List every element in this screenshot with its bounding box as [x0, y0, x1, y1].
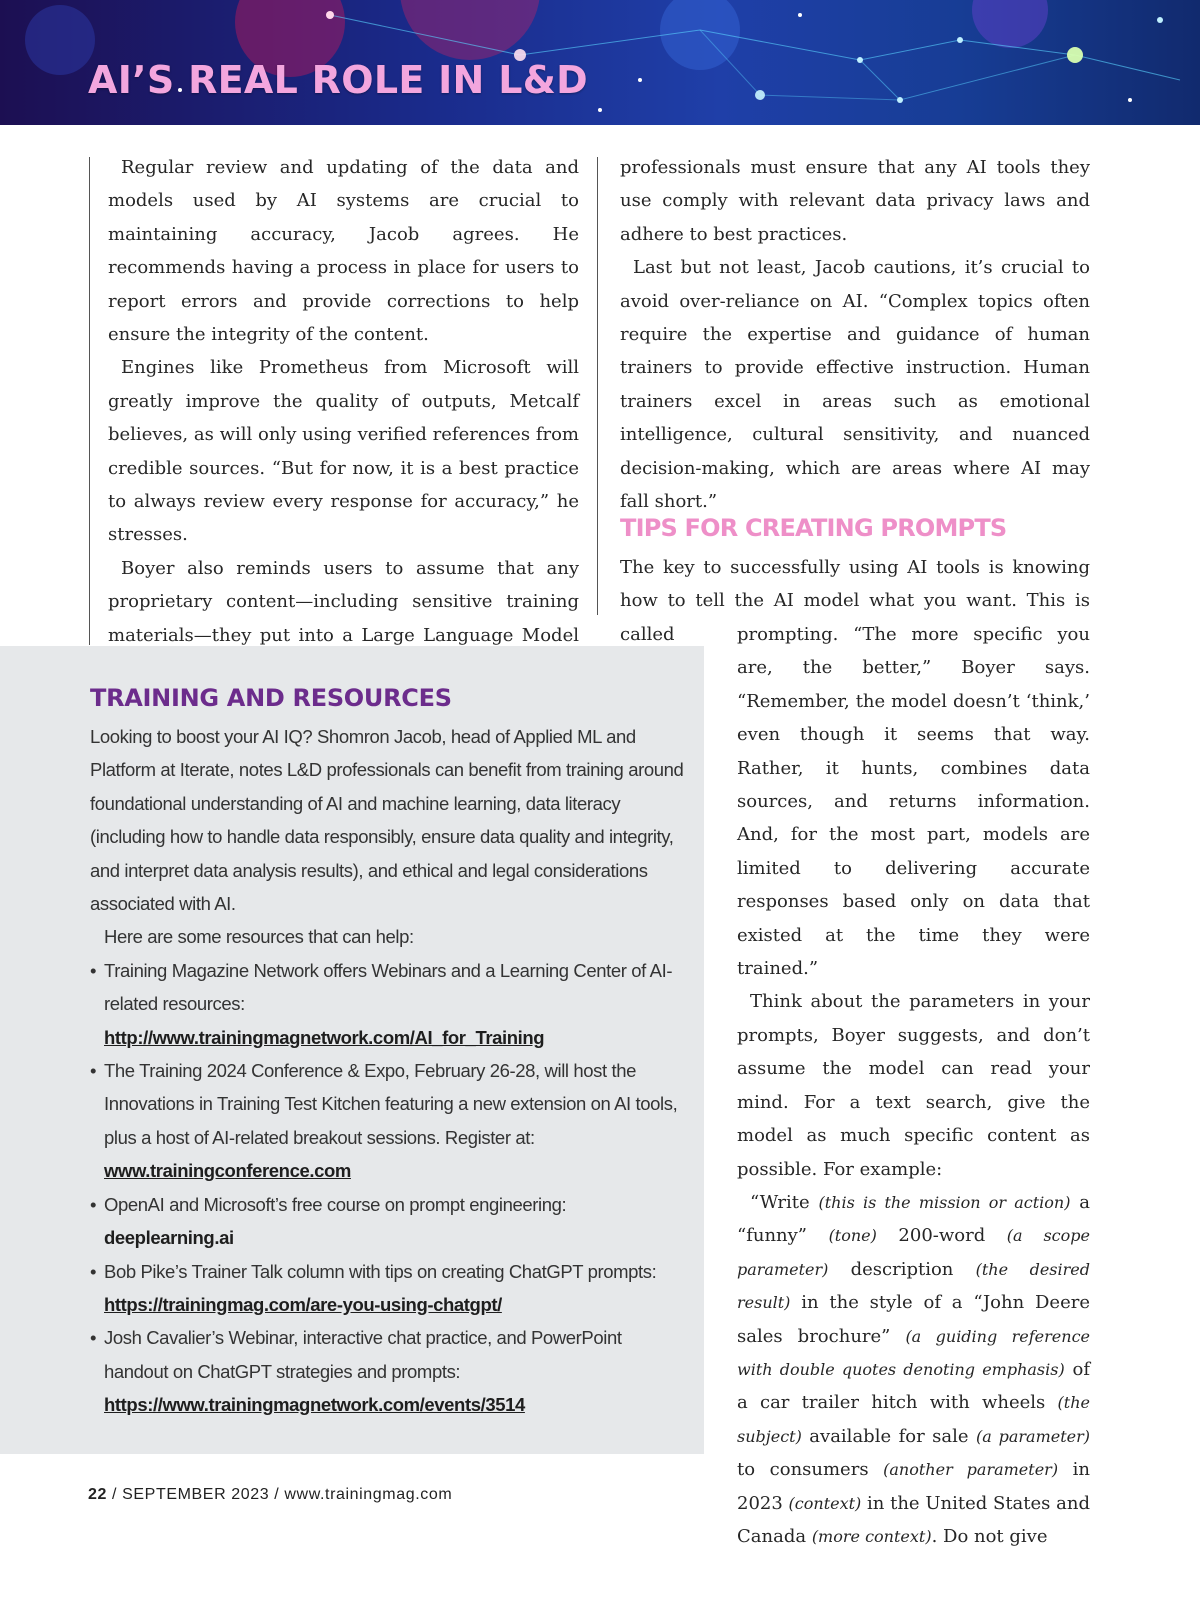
header-banner: [0, 0, 1200, 125]
article-paragraph: Think about the parameters in your prompts, Boyer suggests, and don’t assume the model can read your mind. For a text search, give the model as much specific content as possible. For example:: [737, 991, 1090, 1180]
resource-link[interactable]: https://trainingmag.com/are-you-using-chatgpt/: [104, 1293, 502, 1315]
resource-list: [90, 954, 690, 1422]
resource-item: • Josh Cavalier’s Webinar, interactive chat practice, and PowerPoint handout on ChatGPT strategies and prompts: https://www.trainingmagnetwork.com/events/3514: [90, 1321, 690, 1421]
bullet-icon: •: [90, 959, 97, 981]
article-paragraph: Boyer also reminds users to assume that any proprietary content—including sensitive training materials—they put into a Large Language Model: [108, 557, 579, 646]
article-paragraph: The key to successfully using AI tools is knowing how to tell the AI model what you want. This is called: [620, 557, 1090, 645]
bullet-icon: •: [90, 1193, 97, 1215]
article-right-column: [620, 151, 1090, 518]
article-paragraph: prompting. “The more specific you are, the better,” Boyer says. “Remember, the model doesn’t ‘think,’ even though it seems that way. Rather, it hunts, combines data sources, and returns information. And, for the most part, models are limited to delivering accurate responses based only on data that existed at the time they were trained.”: [737, 624, 1090, 980]
resource-link[interactable]: www.trainingconference.com: [104, 1160, 351, 1182]
sidebar-content: [90, 720, 690, 1422]
article-paragraph: Regular review and updating of the data and models used by AI systems are crucial to maintaining accuracy, Jacob agrees. He recommends having a process in place for users to report errors and provide corrections to help ensure the integrity of the content.: [108, 157, 579, 346]
section-heading-tips: TIPS FOR CREATING PROMPTS: [620, 514, 1007, 542]
footer-issue: / SEPTEMBER 2023 / www.trainingmag.com: [107, 1486, 453, 1503]
resources-sidebar: [0, 646, 704, 1454]
prompt-example-paragraph: “Write (this is the mission or action) a “funny” (tone) 200-word (a scope parameter) description (the desired result) in the style of a “John Deere sales brochure” (a guiding reference with double quotes denoting emphasis) of a car trailer hitch with wheels (the subject) available for sale (a parameter) to consumers (another parameter) in 2023 (context) in the United States and Canada (more context). Do not give: [737, 1191, 1091, 1547]
page-title: AI’S REAL ROLE IN L&D: [88, 58, 588, 102]
resource-item: • Training Magazine Network offers Webinars and a Learning Center of AI-related resources: http://www.trainingmagnetwork.com/AI_for_Training: [90, 954, 690, 1054]
sidebar-title: TRAINING AND RESOURCES: [90, 684, 452, 712]
sidebar-intro: Looking to boost your AI IQ? Shomron Jacob, head of Applied ML and Platform at Iterate, notes L&D professionals can benefit from training around foundational understanding of AI and machine learning, data literacy (including how to handle data responsibly, ensure data quality and integrity, and interpret data analysis results), and ethical and legal considerations associated with AI.: [90, 726, 684, 915]
bullet-icon: •: [90, 1260, 97, 1282]
article-paragraph: Last but not least, Jacob cautions, it’s crucial to avoid over-reliance on AI. “Complex topics often require the expertise and guidance of human trainers to provide effective instruction. Human trainers excel in areas such as emotional intelligence, cultural sensitivity, and nuanced decision-making, which are areas where AI may fall short.”: [620, 257, 1090, 513]
resource-link[interactable]: http://www.trainingmagnetwork.com/AI_for_Training: [104, 1026, 545, 1048]
article-right-narrow-column: [737, 618, 1090, 1553]
resource-item: • Bob Pike’s Trainer Talk column with tips on creating ChatGPT prompts: https://trainingmag.com/are-you-using-chatgpt/: [90, 1255, 690, 1322]
resource-item: • The Training 2024 Conference & Expo, February 26-28, will host the Innovations in Training Test Kitchen featuring a new extension on AI tools, plus a host of AI-related breakout sessions. Register at: www.trainingconference.com: [90, 1054, 690, 1188]
column-rule-middle: [597, 157, 598, 615]
page-footer: [88, 1486, 452, 1504]
resources-intro: Here are some resources that can help:: [104, 926, 414, 948]
page-number: 22: [88, 1486, 107, 1503]
bullet-icon: •: [90, 1060, 97, 1082]
article-paragraph: Engines like Prometheus from Microsoft will greatly improve the quality of outputs, Metcalf believes, as will only using verified references from credible sources. “But for now, it is a best practice to always review every response for accuracy,” he stresses.: [108, 357, 579, 546]
column-rule-left: [89, 157, 90, 645]
article-paragraph: professionals must ensure that any AI tools they use comply with relevant data privacy laws and adhere to best practices.: [620, 157, 1090, 245]
resource-link[interactable]: https://www.trainingmagnetwork.com/events/3514: [104, 1394, 525, 1416]
article-left-column: [108, 151, 579, 686]
resource-item: • OpenAI and Microsoft’s free course on prompt engineering: deeplearning.ai: [90, 1188, 690, 1255]
bullet-icon: •: [90, 1327, 97, 1349]
resource-name: deeplearning.ai: [104, 1227, 234, 1249]
